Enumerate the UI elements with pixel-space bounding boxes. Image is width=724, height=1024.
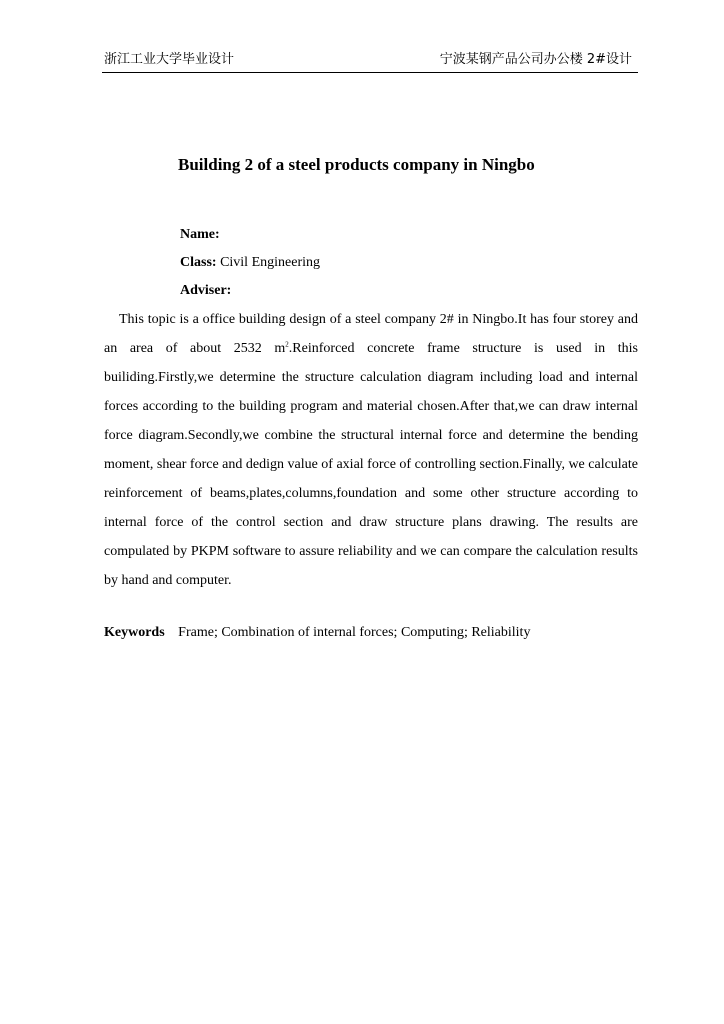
superscript-2: 2 <box>285 340 289 349</box>
adviser-label: Adviser: <box>180 283 232 298</box>
keywords-value: Frame; Combination of internal forces; Computing; Reliability <box>178 625 531 640</box>
class-label: Class: <box>180 255 217 270</box>
abstract-text-part2: .Reinforced concrete frame structure is used in this builiding.Firstly,we determine the structure calculation diagram including load and internal forces according to the building program and material chosen.After that,we can draw internal force diagram.Secondly,we combine the structural internal force and determine the bending moment, shear force and dedign value of axial force of controlling section.Finally, we calculate reinforcement of beams,plates,columns,foundation and some other structure according to internal force of the control section and draw structure plans drawing. The results are compulated by PKPM software to assure reliability and we can compare the calculation results by hand and computer. <box>104 341 639 588</box>
header-right-text: 宁波某钢产品公司办公楼 2#设计 <box>439 52 632 67</box>
adviser-line <box>180 282 231 300</box>
header-left-text: 浙江工业大学毕业设计 <box>104 52 235 67</box>
header-rule <box>102 72 638 73</box>
class-line <box>180 254 320 272</box>
name-line <box>180 226 220 244</box>
abstract-paragraph <box>104 305 638 595</box>
keywords-label: Keywords <box>104 625 165 640</box>
document-title: Building 2 of a steel products company in Ningbo <box>178 155 535 174</box>
class-value: Civil Engineering <box>220 255 320 270</box>
abstract-text-part1: This topic is a office building design of a steel company 2# in Ningbo.It has four storey and an area of about 2532 m <box>104 312 638 356</box>
keywords-line <box>104 624 530 642</box>
name-label: Name: <box>180 227 220 242</box>
